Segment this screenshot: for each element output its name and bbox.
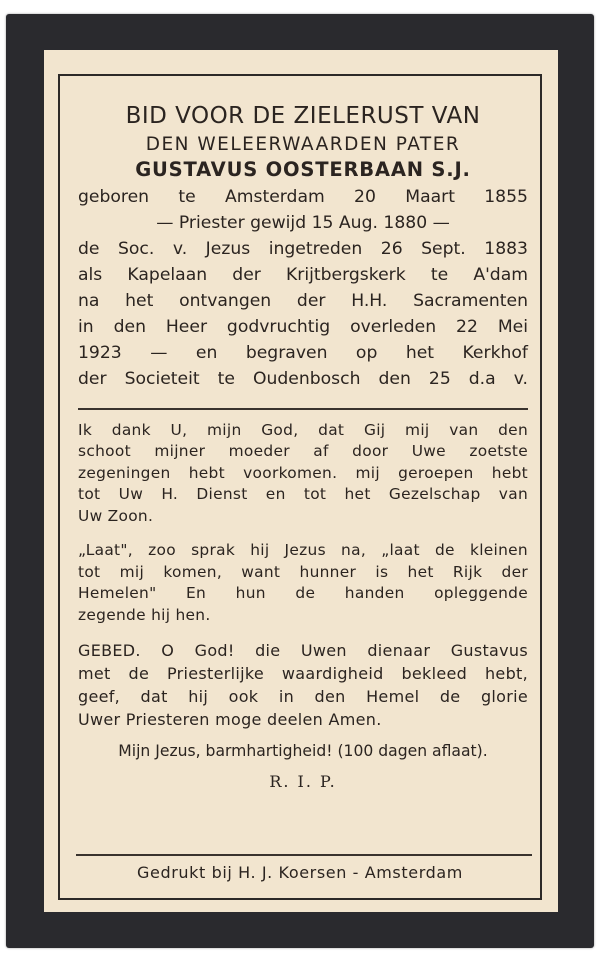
- card-paper: [44, 50, 558, 912]
- printer-credit: Gedrukt bij H. J. Koersen - Amsterdam: [137, 863, 463, 882]
- biography-line: na het ontvangen der H.H. Sacramenten: [78, 291, 528, 311]
- paragraph-line: Uw Zoon.: [78, 506, 154, 525]
- biography-line: — Priester gewijd 15 Aug. 1880 —: [156, 213, 450, 233]
- memorial-card: [6, 14, 594, 948]
- paragraph-line: Hemelen" En hun de handen opleggende: [78, 584, 528, 602]
- paragraph-line: met de Priesterlijke waardigheid bekleed hebt,: [78, 664, 528, 683]
- paragraph-line: schoot mijner moeder af door Uwe zoetste: [78, 442, 528, 460]
- rip-text: R. I. P.: [269, 772, 337, 791]
- paragraph-line: tot Uw H. Dienst en tot het Gezelschap van: [78, 485, 528, 503]
- paragraph-line: geef, dat hij ook in den Hemel de glorie: [78, 687, 528, 706]
- biography-line: der Societeit te Oudenbosch den 25 d.a v.: [78, 369, 528, 389]
- footer-divider: [76, 854, 532, 856]
- mercy-invocation: Mijn Jezus, barmhartigheid! (100 dagen aflaat).: [118, 742, 488, 760]
- paragraph-line: zegeningen hebt voorkomen. mij geroepen hebt: [78, 463, 528, 482]
- deceased-name: GUSTAVUS OOSTERBAAN S.J.: [135, 158, 471, 181]
- paragraph-line: GEBED. O God! die Uwen dienaar Gustavus: [78, 641, 528, 660]
- paragraph-line: tot mij komen, want hunner is het Rijk der: [78, 562, 528, 581]
- paragraph-line: Uwer Priesteren moge deelen Amen.: [78, 710, 382, 729]
- biography-line: als Kapelaan der Krijtbergskerk te A'dam: [78, 265, 528, 285]
- heading-line-2: DEN WELEERWAARDEN PATER: [145, 134, 461, 155]
- heading-line-1: BID VOOR DE ZIELERUST VAN: [125, 103, 481, 129]
- card-frame: [58, 74, 542, 900]
- card-content: [78, 76, 528, 791]
- section-divider: [78, 408, 528, 410]
- biography-line: in den Heer godvruchtig overleden 22 Mei: [78, 317, 528, 337]
- biography-line: 1923 — en begraven op het Kerkhof: [78, 343, 528, 363]
- paragraph-line: „Laat", zoo sprak hij Jezus na, „laat de kleinen: [78, 541, 528, 559]
- biography-line: geboren te Amsterdam 20 Maart 1855: [78, 187, 528, 207]
- biography: [78, 184, 528, 392]
- paragraph-line: zegende hij hen.: [78, 605, 211, 624]
- biography-line: de Soc. v. Jezus ingetreden 26 Sept. 1883: [78, 239, 528, 259]
- thanks-paragraph: [78, 420, 528, 528]
- paragraph-line: Ik dank U, mijn God, dat Gij mij van den: [78, 420, 528, 439]
- gebed-paragraph: [78, 639, 528, 731]
- scripture-paragraph: [78, 540, 528, 626]
